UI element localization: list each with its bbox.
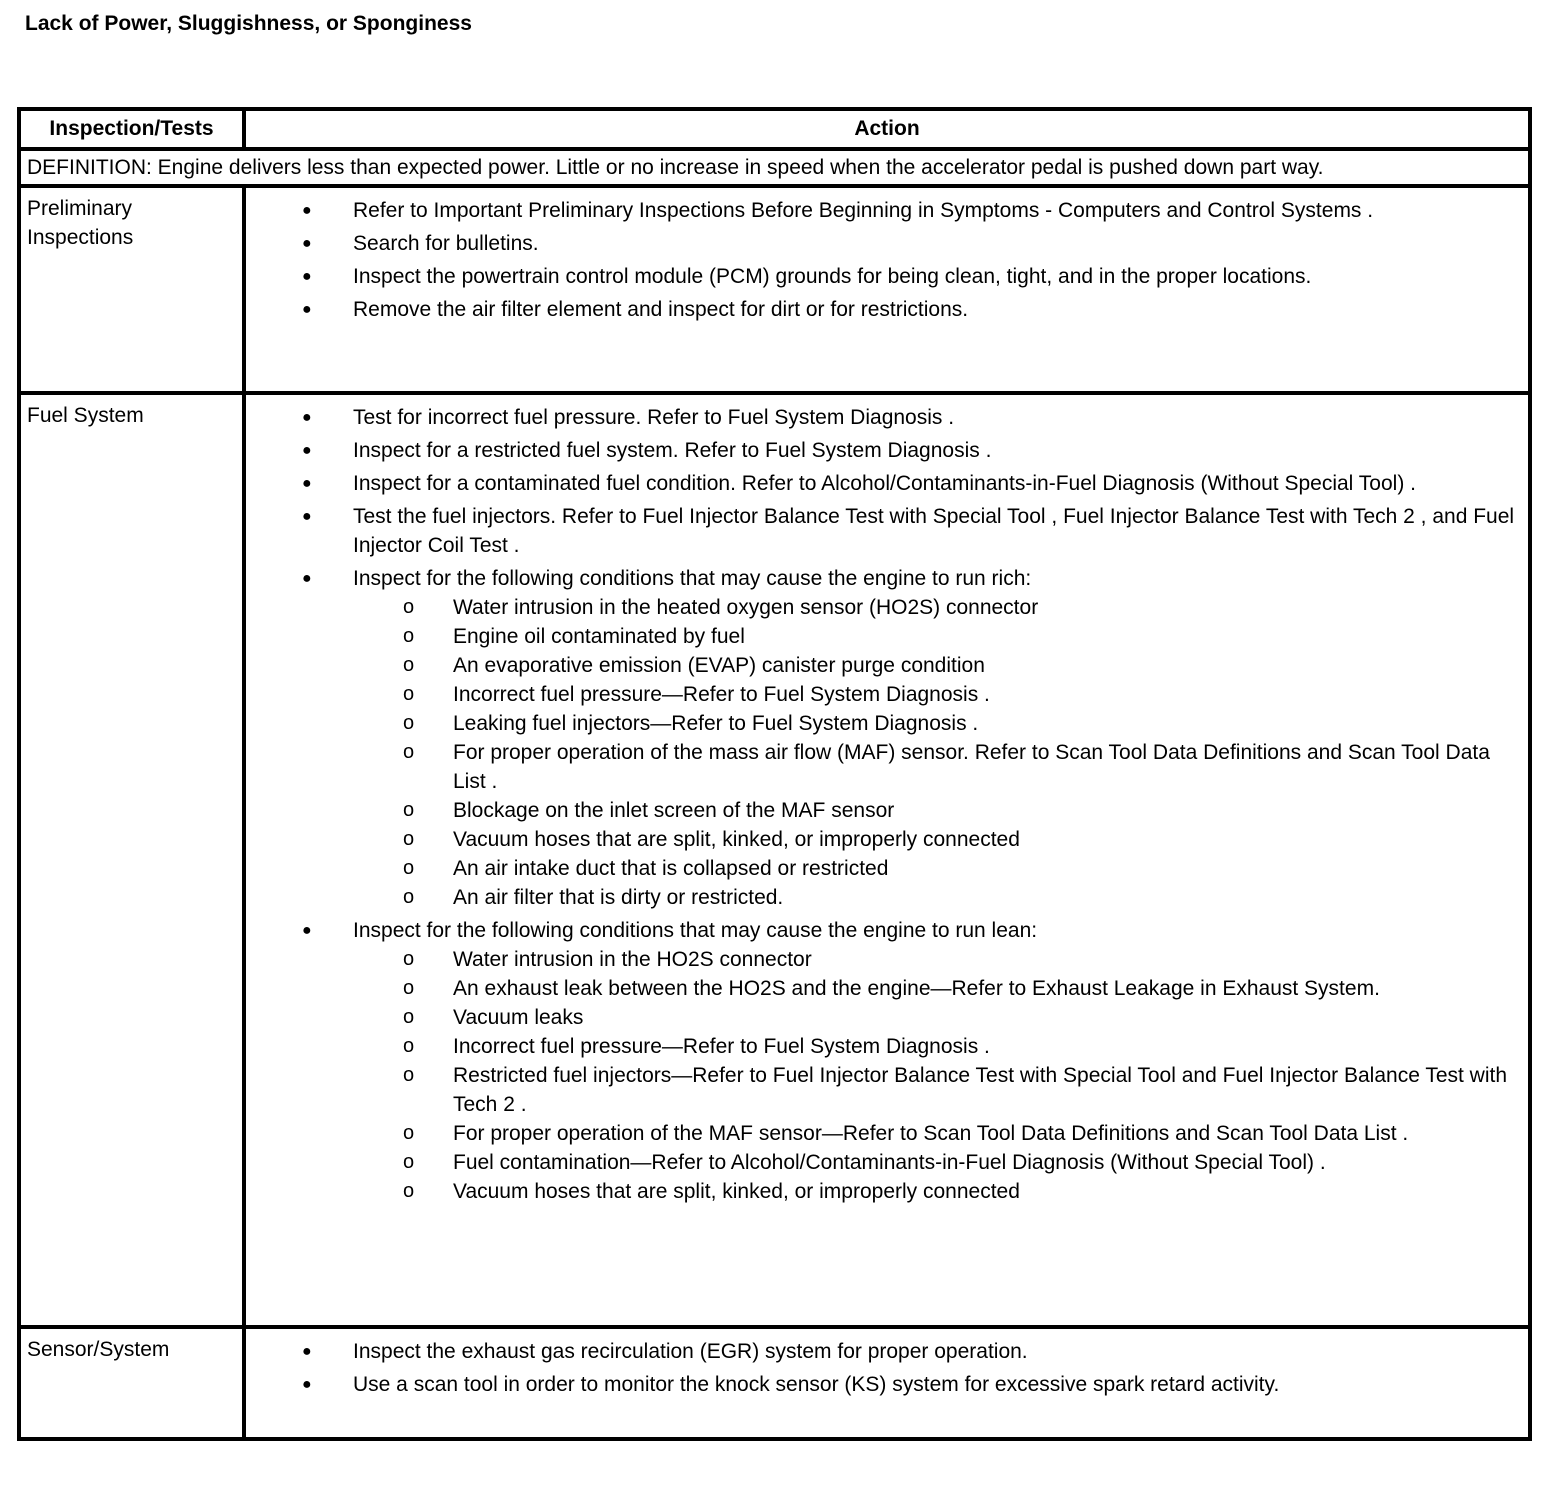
list-item (246, 262, 1518, 291)
list-item-text: Inspect the powertrain control module (PCM) grounds for being clean, tight, and in the proper locations. (353, 265, 1312, 288)
sub-bullet-icon: o (403, 828, 415, 850)
sub-bullet-icon: o (403, 712, 415, 734)
list-item (246, 1337, 1518, 1366)
sub-list-item-text: An air intake duct that is collapsed or restricted (453, 857, 889, 880)
list-item-text: Remove the air filter element and inspect for dirt or for restrictions. (353, 298, 969, 321)
list-item-text: Use a scan tool in order to monitor the knock sensor (KS) system for excessive spark retard activity. (353, 1373, 1280, 1396)
sub-list-item (353, 1032, 1518, 1061)
list-item (246, 196, 1518, 225)
sub-list-item (353, 709, 1518, 738)
sub-list-item-text: An air filter that is dirty or restricted. (453, 886, 784, 909)
action-list (246, 1337, 1518, 1399)
sub-bullet-icon: o (403, 1064, 415, 1086)
bullet-icon: ● (302, 235, 312, 252)
row-label: Sensor/System (19, 1327, 244, 1439)
list-item-text: Inspect for the following conditions that may cause the engine to run lean: (353, 919, 1038, 942)
header-action: Action (244, 109, 1530, 149)
sub-list-item (353, 593, 1518, 622)
bullet-icon: ● (302, 409, 312, 426)
sub-bullet-icon: o (403, 857, 415, 879)
list-item-text: Inspect for a restricted fuel system. Refer to Fuel System Diagnosis . (353, 439, 992, 462)
sub-list-item-text: Fuel contamination—Refer to Alcohol/Contaminants-in-Fuel Diagnosis (Without Special Tool) . (453, 1151, 1326, 1174)
list-item-text: Inspect for the following conditions that may cause the engine to run rich: (353, 567, 1032, 590)
sub-bullet-icon: o (403, 596, 415, 618)
sub-list-item-text: Incorrect fuel pressure—Refer to Fuel System Diagnosis . (453, 683, 990, 706)
sub-list-item (353, 738, 1518, 796)
sub-bullet-icon: o (403, 1180, 415, 1202)
sub-list-item-text: Vacuum leaks (453, 1006, 584, 1029)
list-item-text: Inspect for a contaminated fuel condition. Refer to Alcohol/Contaminants-in-Fuel Diagnosis (Without Special Tool) . (353, 472, 1416, 495)
sub-bullet-icon: o (403, 886, 415, 908)
sub-bullet-icon: o (403, 654, 415, 676)
list-item-text: Refer to Important Preliminary Inspections Before Beginning in Symptoms - Computers and Control Systems . (353, 199, 1374, 222)
sub-list-item (353, 680, 1518, 709)
sub-list-item-text: Incorrect fuel pressure—Refer to Fuel System Diagnosis . (453, 1035, 990, 1058)
sub-list-item-text: Water intrusion in the HO2S connector (453, 948, 812, 971)
bullet-icon: ● (302, 475, 312, 492)
sub-list-item (353, 1119, 1518, 1148)
sub-list-item (353, 825, 1518, 854)
action-cell (244, 1327, 1530, 1439)
action-list (246, 196, 1518, 324)
definition-row (19, 149, 1530, 186)
sub-list-item-text: An evaporative emission (EVAP) canister purge condition (453, 654, 985, 677)
sub-list-item-text: Restricted fuel injectors—Refer to Fuel Injector Balance Test with Special Tool and Fuel Injector Balance Test with Tech 2 . (453, 1064, 1508, 1116)
list-item (246, 469, 1518, 498)
sub-list-item-text: For proper operation of the mass air flow (MAF) sensor. Refer to Scan Tool Data Definitions and Scan Tool Data List . (453, 741, 1490, 793)
bullet-icon: ● (302, 202, 312, 219)
action-cell (244, 393, 1530, 1327)
bullet-icon: ● (302, 1376, 312, 1393)
row-preliminary-inspections (19, 186, 1530, 393)
list-item (246, 1370, 1518, 1399)
sub-list-item-text: Leaking fuel injectors—Refer to Fuel System Diagnosis . (453, 712, 979, 735)
sub-list-item (353, 1003, 1518, 1032)
sub-list-item-text: Water intrusion in the heated oxygen sensor (HO2S) connector (453, 596, 1039, 619)
bullet-icon: ● (302, 301, 312, 318)
list-item-text: Test the fuel injectors. Refer to Fuel Injector Balance Test with Special Tool , Fuel Injector Balance Test with Tech 2 , and Fuel Injector Coil Test . (353, 505, 1515, 557)
sub-bullet-icon: o (403, 1006, 415, 1028)
row-label: Preliminary Inspections (19, 186, 244, 393)
sub-bullet-icon: o (403, 683, 415, 705)
header-inspection-tests: Inspection/Tests (19, 109, 244, 149)
action-cell (244, 186, 1530, 393)
row-sensor-system (19, 1327, 1530, 1439)
list-item (246, 564, 1518, 912)
sub-list-item (353, 883, 1518, 912)
list-item-text: Test for incorrect fuel pressure. Refer to Fuel System Diagnosis . (353, 406, 955, 429)
sub-list (353, 945, 1518, 1206)
sub-list-item (353, 796, 1518, 825)
list-item-text: Search for bulletins. (353, 232, 539, 255)
page-title: Lack of Power, Sluggishness, or Sponginess (25, 12, 472, 35)
sub-list-item (353, 945, 1518, 974)
sub-list-item (353, 622, 1518, 651)
sub-list-item-text: For proper operation of the MAF sensor—Refer to Scan Tool Data Definitions and Scan Tool Data List . (453, 1122, 1409, 1145)
list-item (246, 403, 1518, 432)
bullet-icon: ● (302, 508, 312, 525)
sub-list-item-text: Vacuum hoses that are split, kinked, or improperly connected (453, 828, 1020, 851)
sub-list-item (353, 1148, 1518, 1177)
definition-text: DEFINITION: Engine delivers less than expected power. Little or no increase in speed when the accelerator pedal is pushed down part way. (19, 149, 1530, 186)
row-label: Fuel System (19, 393, 244, 1327)
sub-bullet-icon: o (403, 1151, 415, 1173)
list-item-text: Inspect the exhaust gas recirculation (EGR) system for proper operation. (353, 1340, 1028, 1363)
table-header-row (19, 109, 1530, 149)
sub-bullet-icon: o (403, 1035, 415, 1057)
sub-list-item-text: Engine oil contaminated by fuel (453, 625, 745, 648)
sub-list-item (353, 1177, 1518, 1206)
sub-list-item (353, 854, 1518, 883)
bullet-icon: ● (302, 922, 312, 939)
list-item (246, 295, 1518, 324)
sub-list-item (353, 651, 1518, 680)
list-item (246, 502, 1518, 560)
list-item (246, 436, 1518, 465)
sub-list-item (353, 1061, 1518, 1119)
bullet-icon: ● (302, 570, 312, 587)
sub-bullet-icon: o (403, 1122, 415, 1144)
diagnosis-table (17, 107, 1532, 1441)
sub-bullet-icon: o (403, 625, 415, 647)
sub-list (353, 593, 1518, 912)
bullet-icon: ● (302, 442, 312, 459)
row-fuel-system (19, 393, 1530, 1327)
sub-bullet-icon: o (403, 977, 415, 999)
sub-list-item-text: An exhaust leak between the HO2S and the engine—Refer to Exhaust Leakage in Exhaust System. (453, 977, 1380, 1000)
sub-list-item-text: Blockage on the inlet screen of the MAF sensor (453, 799, 895, 822)
sub-list-item-text: Vacuum hoses that are split, kinked, or improperly connected (453, 1180, 1020, 1203)
sub-list-item (353, 974, 1518, 1003)
bullet-icon: ● (302, 268, 312, 285)
bullet-icon: ● (302, 1343, 312, 1360)
list-item (246, 229, 1518, 258)
sub-bullet-icon: o (403, 741, 415, 763)
sub-bullet-icon: o (403, 799, 415, 821)
action-list (246, 403, 1518, 1206)
list-item (246, 916, 1518, 1206)
sub-bullet-icon: o (403, 948, 415, 970)
